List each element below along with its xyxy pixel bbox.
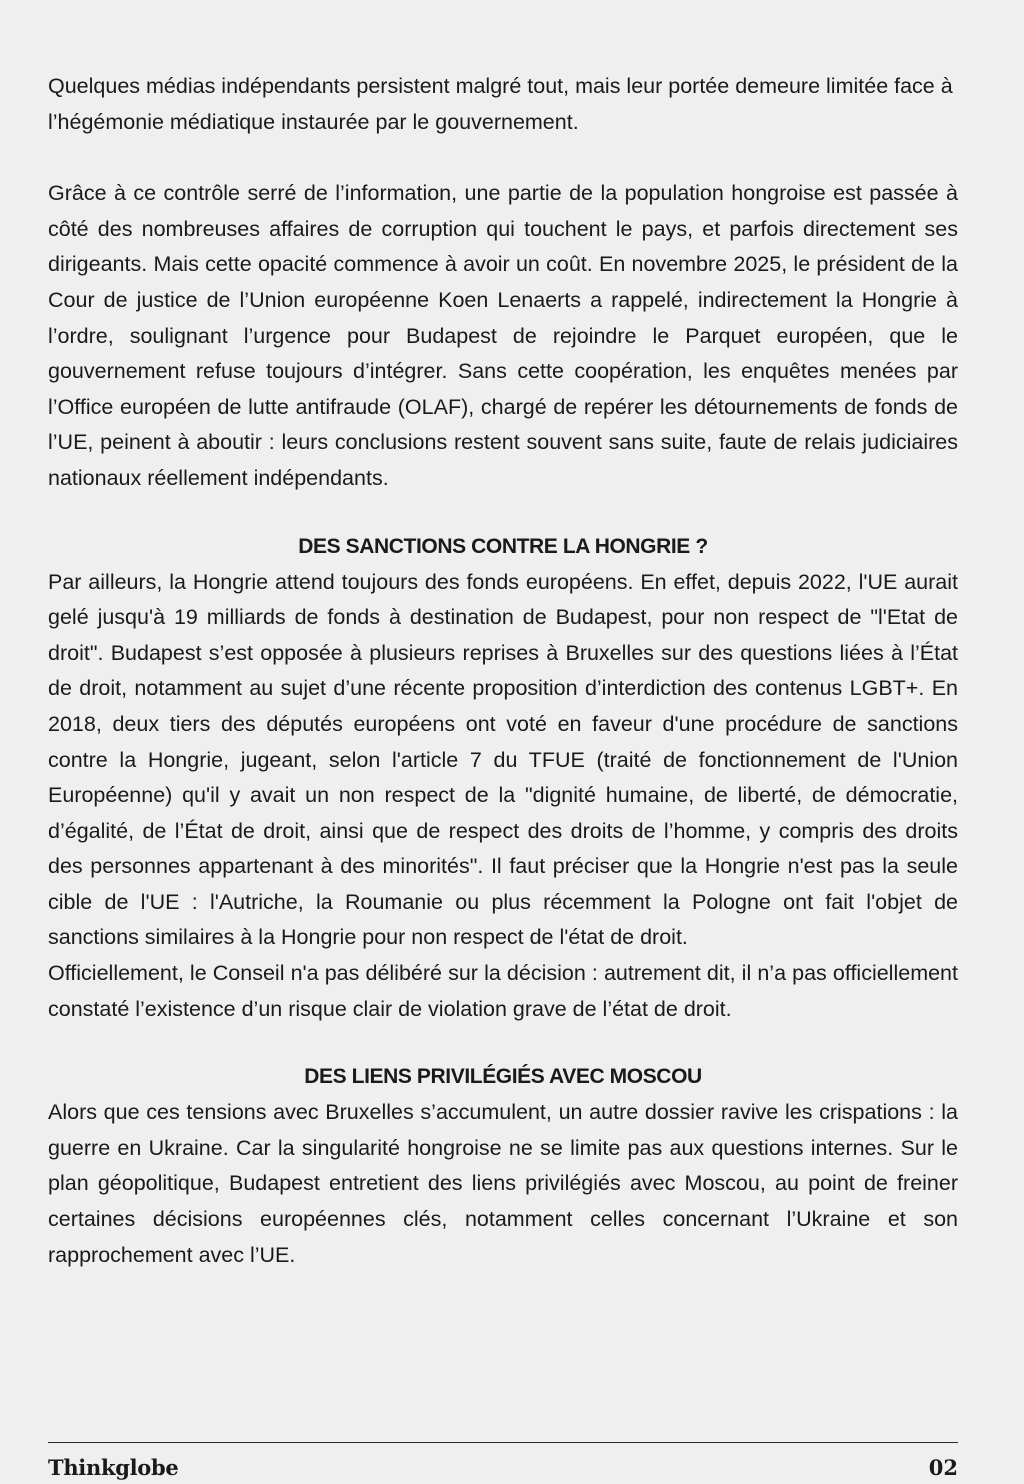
page-number: 02 <box>928 1455 958 1480</box>
moscow-paragraph: Alors que ces tensions avec Bruxelles s’accumulent, un autre dossier ravive les crispations : la guerre en Ukraine. Car la singularité hongroise ne se limite pas aux questions internes. Sur le plan géopolitique, Budapest entretient des liens privilégiés avec Moscou, au point de freiner certaines décisions européennes clés, notamment celles concernant l’Ukraine et son rapprochement avec l’UE. <box>48 1100 958 1267</box>
council-paragraph: Officiellement, le Conseil n'a pas délibéré sur la décision : autrement dit, il n’a pas officiellement constaté l’existence d’un risque clair de violation grave de l’état de droit. <box>48 961 958 1021</box>
footer-divider <box>48 1442 958 1443</box>
section-heading-sanctions: DES SANCTIONS CONTRE LA HONGRIE ? <box>298 534 708 558</box>
section-spacer <box>48 497 958 529</box>
paragraph-spacer <box>48 140 958 176</box>
section-spacer <box>48 1027 958 1059</box>
corruption-paragraph: Grâce à ce contrôle serré de l’information, une partie de la population hongroise est passée à côté des nombreuses affaires de corruption qui touchent le pays, et parfois directement ses dirigeants. Mais cette opacité commence à avoir un coût. En novembre 2025, le président de la Cour de justice de l’Union européenne Koen Lenaerts a rappelé, indirectement la Hongrie à l’ordre, soulignant l’urgence pour Budapest de rejoindre le Parquet européen, que le gouvernement refuse toujours d’intégrer. Sans cette coopération, les enquêtes menées par l’Office européen de lutte antifraude (OLAF), chargé de repérer les détournements de fonds de l’UE, peinent à aboutir : leurs conclusions restent souvent sans suite, faute de relais judiciaires nationaux réellement indépendants. <box>48 181 958 490</box>
section-heading-moscow: DES LIENS PRIVILÉGIÉS AVEC MOSCOU <box>304 1065 702 1089</box>
article-body <box>48 69 958 1273</box>
sanctions-paragraph: Par ailleurs, la Hongrie attend toujours des fonds européens. En effet, depuis 2022, l'UE aurait gelé jusqu'à 19 milliards de fonds à destination de Budapest, pour non respect de "l'Etat de droit". Budapest s’est opposée à plusieurs reprises à Bruxelles sur des questions liées à l’État de droit, notamment au sujet d’une récente proposition d’interdiction des contenus LGBT+. En 2018, deux tiers des députés européens ont voté en faveur d'une procédure de sanctions contre la Hongrie, jugeant, selon l'article 7 du TFUE (traité de fonctionnement de l'Union Européenne) qu'il y avait un non respect de la "dignité humaine, de liberté, de démocratie, d’égalité, de l’État de droit, ainsi que de respect des droits de l’homme, y compris des droits des personnes appartenant à des minorités". Il faut préciser que la Hongrie n'est pas la seule cible de l'UE : l'Autriche, la Roumanie ou plus récemment la Pologne ont fait l'objet de sanctions similaires à la Hongrie pour non respect de l'état de droit. <box>48 569 958 950</box>
footer-brand: Thinkglobe <box>48 1455 179 1480</box>
document-page <box>48 0 958 1484</box>
intro-paragraph: Quelques médias indépendants persistent malgré tout, mais leur portée demeure limitée face à l’hégémonie médiatique instaurée par le gouvernement. <box>48 74 953 134</box>
